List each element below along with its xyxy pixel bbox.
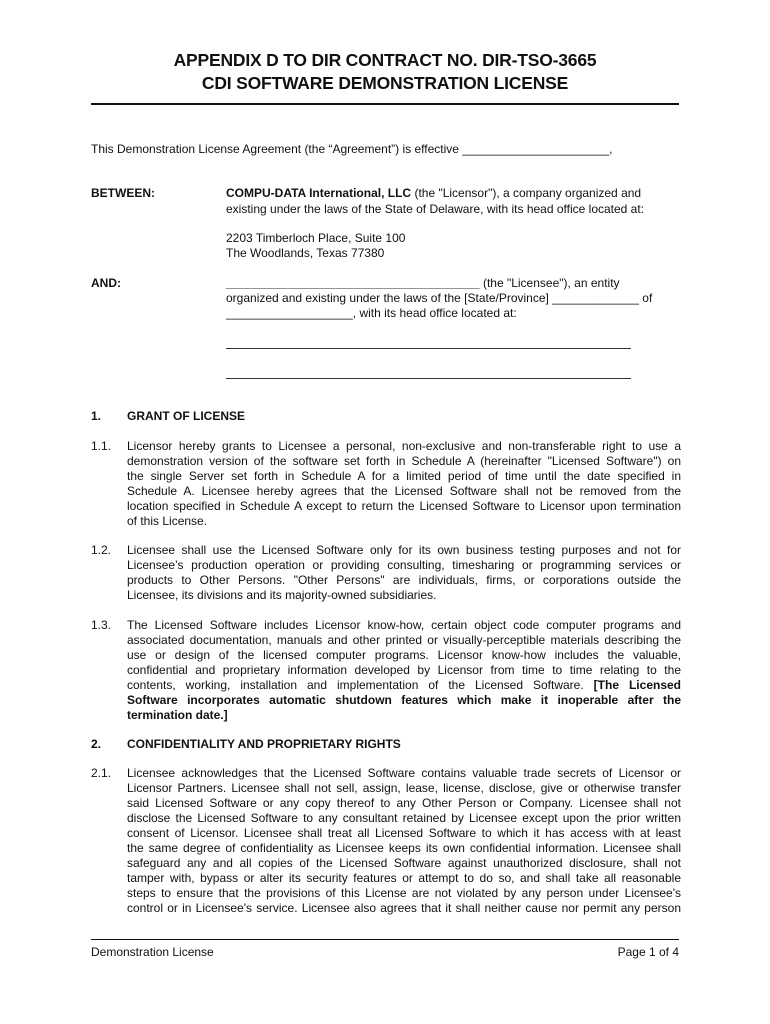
- clause-2-1-number: 2.1.: [91, 766, 112, 780]
- clause-line: Licensor hereby grants to Licensee a personal, non-exclusive and non-transferable right to use a: [127, 439, 681, 453]
- clause-line-bold: [The Licensed: [593, 678, 681, 692]
- clause-line: control or in Licensee's service. Licensee also agrees that it shall neither cause nor permit any person: [127, 901, 681, 915]
- clause-line: Licensee acknowledges that the Licensed Software contains valuable trade secrets of Licensor or: [127, 766, 681, 780]
- section-1-title: GRANT OF LICENSE: [127, 409, 246, 423]
- clause-line: use or design of the licensed computer programs. Licensor know-how includes the valuable,: [127, 648, 681, 662]
- licensor-line-1: [226, 186, 641, 201]
- section-2-title: CONFIDENTIALITY AND PROPRIETARY RIGHTS: [127, 737, 401, 751]
- and-label: AND:: [91, 276, 121, 290]
- footer-page-number: Page 1 of 4: [617, 945, 679, 959]
- clause-line: Licensor Partners. Licensee shall not sell, assign, lease, license, disclose, give or otherwise transfer: [127, 781, 681, 795]
- licensee-name-blank: ______________________________________: [226, 276, 480, 290]
- footer-document-name: Demonstration License: [91, 945, 214, 959]
- clause-1-2-text: [127, 543, 681, 603]
- clause-line: Schedule A. Licensee hereby agrees that the Licensed Software shall not be removed from the: [127, 484, 681, 498]
- clause-1-1-text: [127, 439, 681, 529]
- licensee-line-3: ___________________, with its head office located at:: [226, 306, 517, 320]
- document-title-line-2: CDI SOFTWARE DEMONSTRATION LICENSE: [201, 73, 569, 93]
- clause-line: The Licensed Software includes Licensor know-how, certain object code computer programs and: [127, 618, 681, 632]
- clause-2-1-text: [127, 766, 681, 916]
- clause-1-3-number: 1.3.: [91, 618, 112, 632]
- clause-line: location specified in Schedule A except to return the Licensed Software to Licensor upon termination: [127, 499, 681, 513]
- title-rule: [91, 103, 679, 105]
- clause-line: Software incorporates automatic shutdown features which make it inoperable after the: [127, 693, 681, 707]
- clause-line: demonstration version of the software set forth in Schedule A (hereinafter "Licensed Software") on: [127, 454, 681, 468]
- licensee-description: (the "Licensee"), an entity: [479, 276, 620, 290]
- address-blank-line-1: [226, 348, 631, 349]
- footer-rule: [91, 939, 679, 940]
- clause-1-3-text: [127, 618, 681, 723]
- clause-1-1-number: 1.1.: [91, 439, 112, 453]
- section-2-number: 2.: [91, 737, 102, 751]
- clause-1-2-number: 1.2.: [91, 543, 112, 557]
- address-blank-line-2: [226, 378, 631, 379]
- clause-line: disclose the Licensed Software to any consultant retained by Licensee except upon the prior written: [127, 811, 681, 825]
- clause-line: safeguard any and all copies of the Licensed Software against unauthorized disclosure, shall not: [127, 856, 681, 870]
- intro-paragraph: This Demonstration License Agreement (the “Agreement”) is effective ______________________,: [91, 142, 613, 156]
- clause-line: associated documentation, manuals and other printed or visually-perceptible materials describing the: [127, 633, 681, 647]
- licensor-description: (the "Licensor"), a company organized and: [411, 186, 642, 200]
- clause-line: the single Server set forth in Schedule A for a limited period of time until the date specified in: [127, 469, 681, 483]
- licensor-line-2: existing under the laws of the State of Delaware, with its head office located at:: [226, 202, 645, 216]
- clause-line: of this License.: [127, 514, 208, 528]
- clause-line: Licensee, its divisions and its majority-owned subsidiaries.: [127, 588, 437, 602]
- address-line-1: 2203 Timberloch Place, Suite 100: [226, 231, 406, 245]
- clause-line-plain: contents, working, installation and implementation of the Licensed Software.: [127, 678, 594, 692]
- clause-line: Licensee shall use the Licensed Software only for its own business testing purposes and not for: [127, 543, 681, 557]
- clause-line: consent of Licensor. Licensee shall treat all Licensed Software to which it has access with at least: [127, 826, 681, 840]
- licensor-name: COMPU-DATA International, LLC: [226, 186, 412, 200]
- clause-line: confidential and proprietary information developed by Licensor from time to time relating to the: [127, 663, 681, 677]
- clause-line: the same degree of confidentiality as Licensee keeps its own confidential information. Licensee shall: [127, 841, 681, 855]
- clause-line: termination date.]: [127, 708, 228, 722]
- clause-line: [127, 678, 681, 693]
- licensee-line-1: [226, 276, 620, 291]
- clause-line: steps to ensure that the provisions of this License are not violated by any person under Licensee's: [127, 886, 681, 900]
- clause-line: said Licensed Software or any copy thereof to any Other Person or Company. Licensee shall not: [127, 796, 681, 810]
- address-line-2: The Woodlands, Texas 77380: [226, 246, 385, 260]
- document-title-line-1: APPENDIX D TO DIR CONTRACT NO. DIR-TSO-3665: [173, 50, 597, 70]
- between-label: BETWEEN:: [91, 186, 155, 200]
- clause-line: Licensee’s production operation or providing consulting, timesharing or programming services or: [127, 558, 681, 572]
- section-1-number: 1.: [91, 409, 102, 423]
- clause-line: products to Other Persons. "Other Persons" are individuals, firms, or corporations outside the: [127, 573, 681, 587]
- licensee-line-2: organized and existing under the laws of the [State/Province] _____________ of: [226, 291, 653, 305]
- clause-line: tamper with, bypass or alter its security features or attempt to do so, and shall take all reasonable: [127, 871, 681, 885]
